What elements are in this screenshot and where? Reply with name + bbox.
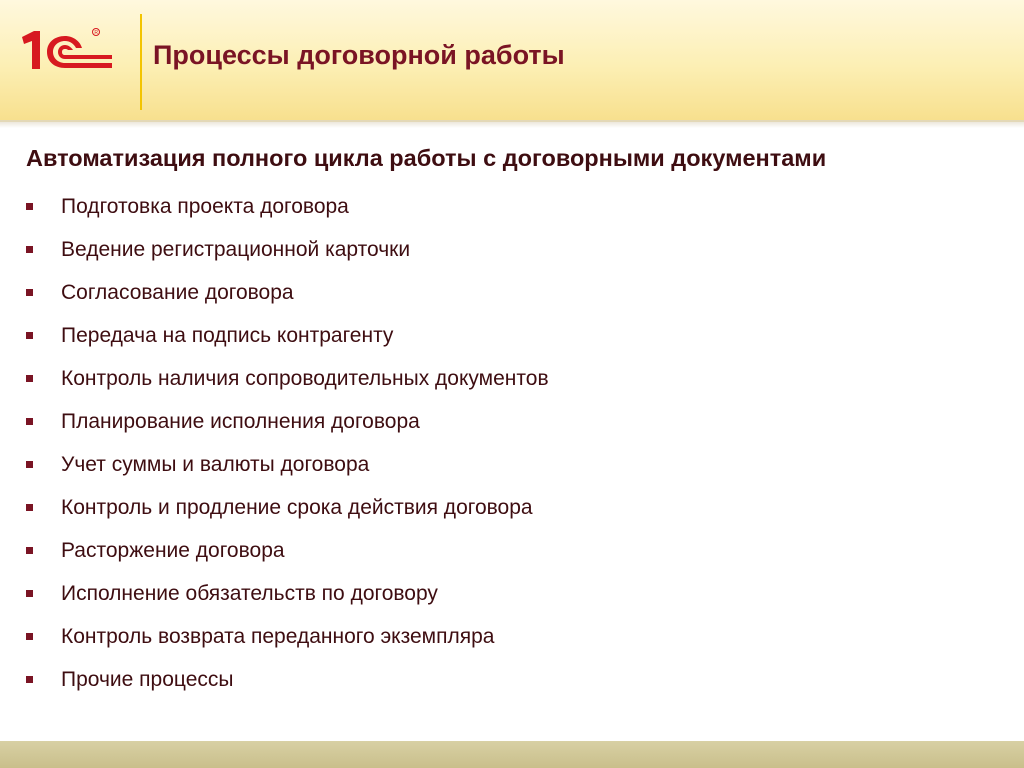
bullet-square-icon [26,203,33,210]
slide-header [0,0,1024,122]
bullet-square-icon [26,676,33,683]
list-item [26,443,549,486]
list-item [26,400,549,443]
list-item-label: Прочие процессы [61,667,234,691]
bullet-square-icon [26,547,33,554]
list-item-label: Расторжение договора [61,538,285,562]
list-item [26,228,549,271]
list-item [26,486,549,529]
section-heading: Автоматизация полного цикла работы с договорными документами [26,145,827,171]
list-item-label: Ведение регистрационной карточки [61,237,411,261]
list-item-label: Исполнение обязательств по договору [61,581,438,605]
list-item [26,572,549,615]
list-item [26,529,549,572]
svg-text:R: R [94,30,99,36]
slide-footer [0,741,1024,768]
bullet-square-icon [26,504,33,511]
page-title: Процессы договорной работы [153,40,565,70]
list-item [26,314,549,357]
bullet-square-icon [26,289,33,296]
list-item-label: Передача на подпись контрагенту [61,323,394,347]
list-item-label: Подготовка проекта договора [61,194,349,218]
bullet-square-icon [26,590,33,597]
list-item-label: Согласование договора [61,280,294,304]
list-item-label: Учет суммы и валюты договора [61,452,370,476]
list-item-label: Контроль и продление срока действия договора [61,495,533,519]
list-item [26,357,549,400]
list-item [26,615,549,658]
list-item-label: Планирование исполнения договора [61,409,420,433]
list-item [26,271,549,314]
1c-logo-icon [20,25,115,73]
bullet-square-icon [26,461,33,468]
process-list [26,185,549,701]
bullet-square-icon [26,246,33,253]
bullet-square-icon [26,375,33,382]
list-item [26,658,549,701]
bullet-square-icon [26,332,33,339]
list-item-label: Контроль возврата переданного экземпляра [61,624,495,648]
bullet-square-icon [26,633,33,640]
list-item-label: Контроль наличия сопроводительных документов [61,366,549,390]
list-item [26,185,549,228]
bullet-square-icon [26,418,33,425]
header-divider [140,14,142,110]
header-shadow [0,122,1024,128]
